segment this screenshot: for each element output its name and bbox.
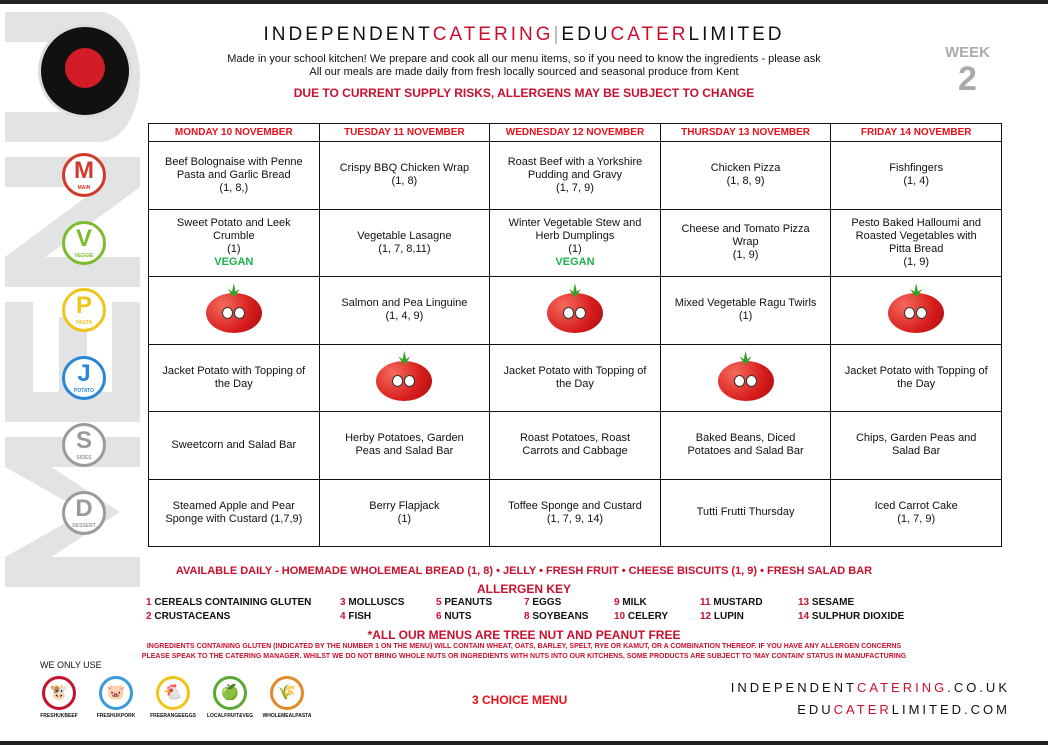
allergen-number: 5	[436, 597, 442, 608]
category-badge-potato	[62, 356, 106, 400]
allergen-name: CRUSTACEANS	[154, 611, 231, 622]
dish-name: Jacket Potato with Topping of the Day	[162, 364, 306, 390]
brand-part: LIMITED	[688, 24, 785, 45]
dish-allergens: (1)	[227, 242, 241, 255]
allergen-item	[524, 597, 561, 608]
i-love-school-dinners-logo	[38, 24, 132, 118]
allergen-name: SOYBEANS	[532, 611, 589, 622]
menu-cell	[660, 277, 831, 345]
category-badge-veggie	[62, 221, 106, 265]
website-educater[interactable]	[797, 702, 1010, 717]
site-part: CATERING	[856, 680, 948, 695]
allergen-number: 3	[340, 597, 346, 608]
day-header: THURSDAY 13 NOVEMBER	[660, 124, 831, 142]
allergen-name: CEREALS CONTAINING GLUTEN	[154, 597, 312, 608]
dish-name: Winter Vegetable Stew and Herb Dumplings	[508, 216, 642, 242]
tomato-icon	[718, 351, 774, 401]
sourcing-label: FRESHUKBEEF	[40, 713, 78, 719]
dish-allergens: (1)	[738, 310, 753, 323]
allergen-number: 4	[340, 611, 346, 622]
allergen-number: 8	[524, 611, 530, 622]
allergen-number: 2	[146, 611, 152, 622]
menu-cell	[831, 142, 1002, 210]
brand-part: CATERING	[432, 24, 554, 45]
table-row	[149, 209, 1002, 277]
dish-allergens: (1, 4, 9)	[385, 310, 424, 323]
allergen-name: MOLLUSCS	[348, 597, 405, 608]
site-part: INDEPENDENT	[730, 680, 857, 695]
day-header: TUESDAY 11 NOVEMBER	[319, 124, 490, 142]
allergen-number: 1	[146, 597, 152, 608]
menu-cell	[660, 479, 831, 547]
menu-cell	[149, 412, 320, 480]
site-part: EDU	[797, 702, 834, 717]
allergen-item	[700, 611, 744, 622]
dish-allergens: (1, 4)	[903, 175, 930, 188]
week-number: 2	[958, 60, 977, 98]
allergen-number: 10	[614, 611, 626, 622]
allergen-item	[436, 597, 492, 608]
allergen-name: MILK	[622, 597, 647, 608]
allergen-item	[614, 597, 647, 608]
category-label: SIDES	[76, 455, 92, 461]
menu-cell	[660, 209, 831, 277]
dish-name: Pesto Baked Halloumi and Roasted Vegetables with Pitta Bread	[851, 216, 981, 255]
dish-name: Beef Bolognaise with Penne Pasta and Garlic Bread	[164, 155, 303, 181]
gluten-note-1: INGREDIENTS CONTAINING GLUTEN (INDICATED BY THE NUMBER 1 ON THE MENU) WILL CONTAIN WHEAT, OATS, BARLEY, SPELT, RYE OR KAMUT, OR A COMBINATION THEREOF. IF YOU HAVE ANY ALLERGEN CONCERNS	[146, 643, 902, 650]
allergen-item	[436, 611, 472, 622]
dish-name: Mixed Vegetable Ragu Twirls	[674, 297, 817, 310]
menu-cell	[319, 344, 490, 412]
dish-name: Iced Carrot Cake	[874, 499, 958, 512]
allergen-number: 6	[436, 611, 442, 622]
sourcing-label: FREERANGEEGGS	[150, 713, 196, 719]
menu-cell	[490, 277, 661, 345]
brand-part: CATER	[610, 24, 689, 45]
tomato-mascot-icon	[65, 48, 105, 88]
allergen-name: LUPIN	[713, 611, 744, 622]
dish-name: Tutti Frutti Thursday	[696, 506, 795, 519]
dish-allergens: (1)	[397, 512, 412, 525]
tomato-icon	[888, 283, 944, 333]
tomato-icon	[376, 351, 432, 401]
dish-name: Sweetcorn and Salad Bar	[171, 438, 297, 451]
site-part: .CO.UK	[947, 680, 1010, 695]
sourcing-label: FRESHUKPORK	[96, 713, 136, 719]
website-independent-catering[interactable]	[731, 680, 1010, 695]
site-part: LIMITED.COM	[891, 702, 1010, 717]
allergen-number: 11	[700, 597, 711, 608]
allergen-item	[700, 597, 763, 608]
vegan-badge: VEGAN	[555, 255, 595, 268]
choice-menu-label: 3 CHOICE MENU	[472, 693, 568, 707]
available-daily: AVAILABLE DAILY - HOMEMADE WHOLEMEAL BREAD (1, 8) • JELLY • FRESH FRUIT • CHEESE BISCUITS (1, 9) • FRESH SALAD BAR	[175, 565, 873, 577]
category-letter: J	[77, 359, 91, 387]
menu-cell	[149, 479, 320, 547]
allergen-name: MUSTARD	[713, 597, 763, 608]
allergen-item	[798, 597, 854, 608]
allergen-number: 13	[798, 597, 810, 608]
dish-name: Salmon and Pea Linguine	[341, 297, 468, 310]
allergen-name: FISH	[348, 611, 372, 622]
we-only-use-label: WE ONLY USE	[40, 660, 102, 670]
category-label: PASTA	[75, 320, 93, 326]
menu-cell	[149, 142, 320, 210]
dish-name: Herby Potatoes, Garden Peas and Salad Bar	[345, 432, 464, 458]
dish-name: Jacket Potato with Topping of the Day	[844, 364, 988, 390]
nut-free-statement: *ALL OUR MENUS ARE TREE NUT AND PEANUT FREE	[367, 628, 681, 642]
menu-table	[148, 123, 1002, 547]
dish-allergens: (1, 9)	[732, 249, 759, 262]
allergen-name: SESAME	[811, 597, 855, 608]
dish-name: Roast Potatoes, Roast Carrots and Cabbage	[519, 432, 631, 458]
table-row	[149, 344, 1002, 412]
allergen-name: SULPHUR DIOXIDE	[811, 611, 905, 622]
dish-name: Fishfingers	[889, 162, 944, 175]
chicken-icon: 🐔	[156, 676, 190, 710]
category-letter: V	[75, 224, 92, 252]
allergen-item	[798, 611, 904, 622]
allergen-item	[340, 597, 404, 608]
allergen-number: 7	[524, 597, 530, 608]
allergen-item	[340, 611, 371, 622]
tomato-icon	[547, 283, 603, 333]
category-letter: D	[75, 494, 93, 522]
vegan-badge: VEGAN	[214, 255, 254, 268]
menu-cell	[831, 277, 1002, 345]
menu-cell	[149, 344, 320, 412]
menu-cell	[490, 344, 661, 412]
dish-allergens: (1, 7, 9, 14)	[546, 512, 604, 525]
dish-name: Toffee Sponge and Custard	[508, 499, 642, 512]
menu-cell	[660, 344, 831, 412]
menu-cell	[149, 277, 320, 345]
brand-title	[264, 24, 785, 46]
dish-name: Steamed Apple and Pear Sponge with Custard (1,7,9)	[165, 499, 303, 525]
wheat-icon: 🌾	[270, 676, 304, 710]
dish-allergens: (1, 8)	[391, 175, 418, 188]
brand-part: INDEPENDENT	[263, 24, 433, 45]
cow-icon: 🐮	[42, 676, 76, 710]
menu-cell	[490, 142, 661, 210]
menu-cell	[319, 412, 490, 480]
table-row	[149, 142, 1002, 210]
dish-allergens: (1, 9)	[903, 255, 930, 268]
menu-cell	[319, 142, 490, 210]
dish-allergens: (1, 7, 8,11)	[378, 242, 431, 255]
pig-icon: 🐷	[99, 676, 133, 710]
dish-name: Vegetable Lasagne	[357, 229, 452, 242]
gluten-note-2: PLEASE SPEAK TO THE CATERING MANAGER. WHILST WE DO NOT BRING WHOLE NUTS OR INGREDIENTS WITH NUTS INTO OUR KITCHENS, SOME PRODUCTS ARE SUBJECT TO 'MAY CONTAIN' STATUS IN MANUFACTURING	[141, 653, 907, 660]
dish-name: Jacket Potato with Topping of the Day	[503, 364, 647, 390]
day-header: MONDAY 10 NOVEMBER	[149, 124, 320, 142]
allergen-number: 14	[798, 611, 810, 622]
dish-name: Crispy BBQ Chicken Wrap	[339, 162, 470, 175]
menu-cell	[660, 142, 831, 210]
menu-cell	[831, 209, 1002, 277]
allergen-item	[614, 611, 668, 622]
week-label: WEEK	[945, 44, 990, 61]
allergen-number: 12	[700, 611, 712, 622]
dish-name: Chicken Pizza	[710, 162, 781, 175]
sourcing-label: WHOLEMEALPASTA	[262, 713, 312, 719]
menu-cell	[490, 209, 661, 277]
dish-allergens: (1, 8, 9)	[726, 175, 765, 188]
table-row	[149, 479, 1002, 547]
site-part: CATER	[833, 702, 892, 717]
allergen-number: 9	[614, 597, 620, 608]
allergen-key-title: ALLERGEN KEY	[476, 582, 572, 596]
allergen-item	[146, 611, 230, 622]
week-indicator	[930, 44, 1005, 97]
brand-separator: |	[553, 24, 562, 45]
category-label: VEGGIE	[74, 252, 94, 259]
allergen-item	[524, 611, 588, 622]
dish-name: Roast Beef with a Yorkshire Pudding and Gravy	[507, 155, 643, 181]
category-badge-dessert	[62, 491, 106, 535]
dish-name: Sweet Potato and Leek Crumble	[176, 216, 291, 242]
supply-warning: DUE TO CURRENT SUPPLY RISKS, ALLERGENS MAY BE SUBJECT TO CHANGE	[293, 86, 755, 100]
dish-name: Chips, Garden Peas and Salad Bar	[855, 432, 977, 458]
dish-allergens: (1, 7, 9)	[556, 181, 594, 194]
menu-cell	[831, 479, 1002, 547]
category-letter: M	[74, 157, 94, 184]
category-badge-pasta	[62, 288, 106, 332]
day-header: WEDNESDAY 12 NOVEMBER	[490, 124, 661, 142]
intro-line-1: Made in your school kitchen! We prepare and cook all our menu items, so if you need to know the ingredients - please ask	[227, 53, 821, 65]
brand-part: EDU	[561, 24, 611, 45]
tomato-icon	[206, 283, 262, 333]
category-badge-main	[62, 153, 106, 197]
dish-name: Cheese and Tomato Pizza Wrap	[681, 223, 810, 249]
dish-allergens: (1)	[568, 242, 582, 255]
menu-cell	[831, 412, 1002, 480]
dish-name: Baked Beans, Diced Potatoes and Salad Bar	[687, 432, 804, 458]
table-row	[149, 277, 1002, 345]
day-header: FRIDAY 14 NOVEMBER	[831, 124, 1002, 142]
category-label: DESSERT	[72, 522, 96, 529]
sourcing-label: LOCALFRUIT&VEG	[206, 713, 254, 719]
apple-icon: 🍏	[213, 676, 247, 710]
menu-cell	[660, 412, 831, 480]
allergen-name: CELERY	[627, 611, 669, 622]
allergen-item	[146, 597, 311, 608]
allergen-name: EGGS	[532, 597, 562, 608]
allergen-name: NUTS	[444, 611, 472, 622]
intro-line-2: All our meals are made daily from fresh locally sourced and seasonal produce from Kent	[309, 66, 739, 78]
category-letter: S	[75, 427, 92, 454]
allergen-name: PEANUTS	[444, 597, 493, 608]
dish-allergens: (1, 7, 9)	[897, 512, 936, 525]
bottom-border	[0, 741, 1048, 745]
menu-cell	[831, 344, 1002, 412]
menu-cell	[319, 209, 490, 277]
category-label: POTATO	[74, 387, 94, 394]
menu-cell	[490, 479, 661, 547]
category-badge-sides	[62, 423, 106, 467]
menu-cell	[149, 209, 320, 277]
menu-cell	[319, 479, 490, 547]
menu-cell	[490, 412, 661, 480]
category-letter: P	[75, 292, 92, 319]
table-row	[149, 412, 1002, 480]
category-label: MAIN	[77, 185, 91, 191]
dish-name: Berry Flapjack	[369, 499, 440, 512]
menu-cell	[319, 277, 490, 345]
dish-allergens: (1, 8,)	[219, 181, 249, 194]
